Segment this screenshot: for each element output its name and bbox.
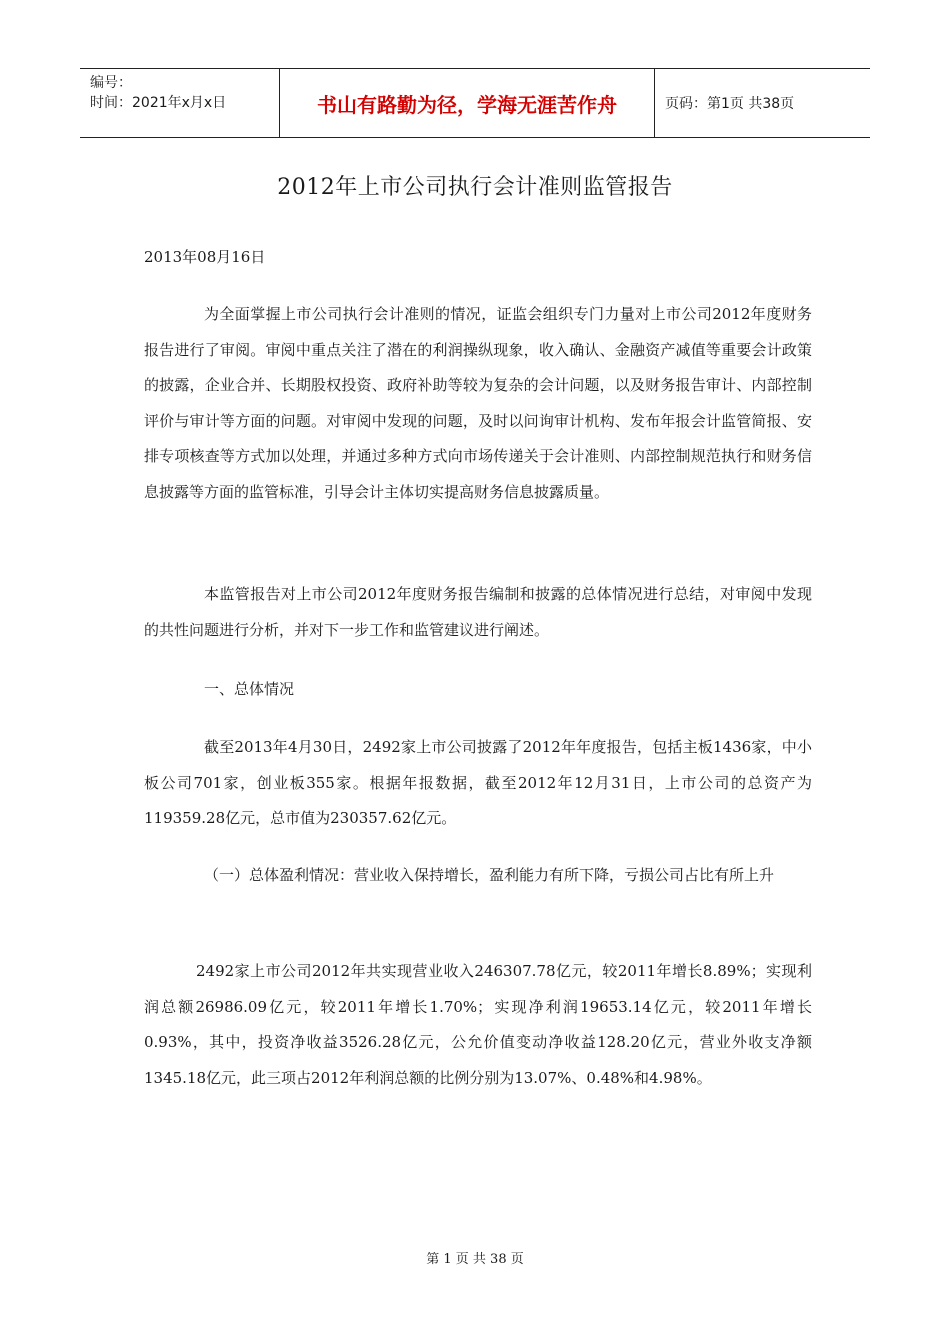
subsection-heading-profit: （一）总体盈利情况：营业收入保持增长，盈利能力有所下降，亏损公司占比有所上升 [204,866,775,884]
number-label: 编号： [90,75,132,91]
document-header [80,68,870,138]
paragraph-summary: 本监管报告对上市公司2012年度财务报告编制和披露的总体情况进行总结，对审阅中发现的共性问题进行分析，并对下一步工作和监管建议进行阐述。 [144,585,812,639]
document-title: 2012年上市公司执行会计准则监管报告 [277,175,673,200]
paragraph-overall: 截至2013年4月30日，2492家上市公司披露了2012年年度报告，包括主板1436家，中小板公司701家，创业板355家。根据年报数据，截至2012年12月31日，上市公司的总资产为119359.28亿元，总市值为230357.62亿元。 [144,738,812,827]
section-heading-overall: 一、总体情况 [204,680,295,698]
paragraph-intro: 为全面掌握上市公司执行会计准则的情况，证监会组织专门力量对上市公司2012年度财务报告进行了审阅。审阅中重点关注了潜在的利润操纵现象，收入确认、金融资产减值等重要会计政策的披露，企业合并、长期股权投资、政府补助等较为复杂的会计问题，以及财务报告审计、内部控制评价与审计等方面的问题。对审阅中发现的问题，及时以问询审计机构、发布年报会计监管简报、安排专项核查等方式加以处理，并通过多种方式向市场传递关于会计准则、内部控制规范执行和财务信息披露等方面的监管标准，引导会计主体切实提高财务信息披露质量。 [144,305,812,501]
time-label: 时间：2021年x月x日 [90,95,227,111]
page-footer: 第 1 页 共 38 页 [426,1252,524,1267]
header-page-info: 页码：第1页 共38页 [665,96,795,112]
header-meta [80,69,280,137]
paragraph-profit: 2492家上市公司2012年共实现营业收入246307.78亿元，较2011年增长8.89%；实现利润总额26986.09亿元，较2011年增长1.70%；实现净利润19653.14亿元，较2011年增长0.93%，其中，投资净收益3526.28亿元，公允价值变动净收益128.20亿元，营业外收支净额1345.18亿元，此三项占2012年利润总额的比例分别为13.07%、0.48%和4.98%。 [144,962,812,1087]
document-date: 2013年08月16日 [144,248,266,266]
header-motto: 书山有路勤为径，学海无涯苦作舟 [280,69,655,137]
